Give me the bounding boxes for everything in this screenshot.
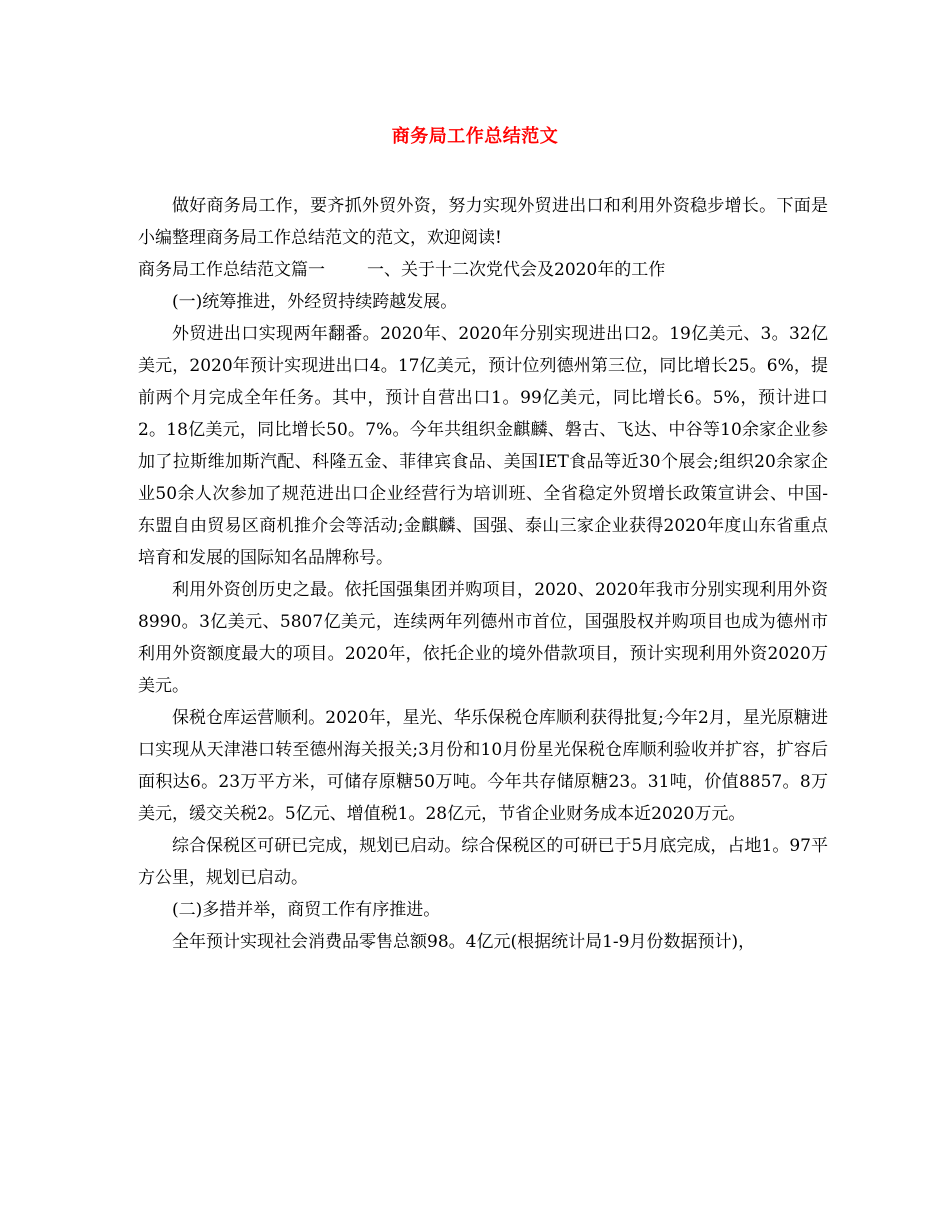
bonded-warehouse-paragraph: 保税仓库运营顺利。2020年，星光、华乐保税仓库顺利获得批复;今年2月，星光原糖进口实现从天津港口转至德州海关报关;3月份和10月份星光保税仓库顺利验收并扩容，扩容后面积达6。23万平方米，可储存原糖50万吨。今年共存储原糖23。31吨，价值8857。8万美元，缓交关税2。5亿元、增值税1。28亿元，节省企业财务成本近2020万元。 — [138, 708, 828, 824]
section-label: 商务局工作总结范文篇一 — [138, 260, 325, 280]
subheading-1: (一)统筹推进，外经贸持续跨越发展。 — [172, 292, 458, 312]
section-heading: 一、关于十二次党代会及2020年的工作 — [367, 260, 666, 280]
document-body — [138, 190, 828, 958]
section-line — [138, 254, 828, 286]
foreign-investment-paragraph: 利用外资创历史之最。依托国强集团并购项目，2020、2020年我市分别实现利用外资8990。3亿美元、5807亿美元，连续两年列德州市首位，国强股权并购项目也成为德州市利用外资额度最大的项目。2020年，依托企业的境外借款项目，预计实现利用外资2020万美元。 — [138, 580, 828, 696]
subheading-2: (二)多措并举，商贸工作有序推进。 — [172, 900, 441, 920]
intro-paragraph: 做好商务局工作，要齐抓外贸外资，努力实现外贸进出口和利用外资稳步增长。下面是小编整理商务局工作总结范文的范文，欢迎阅读! — [138, 196, 828, 248]
trade-paragraph: 外贸进出口实现两年翻番。2020年、2020年分别实现进出口2。19亿美元、3。32亿美元，2020年预计实现进出口4。17亿美元，预计位列德州第三位，同比增长25。6%，提前两个月完成全年任务。其中，预计自营出口1。99亿美元，同比增长6。5%，预计进口2。18亿美元，同比增长50。7%。今年共组织金麒麟、磐古、飞达、中谷等10余家企业参加了拉斯维加斯汽配、科隆五金、菲律宾食品、美国IET食品等近30个展会;组织20余家企业50余人次参加了规范进出口企业经营行为培训班、全省稳定外贸增长政策宣讲会、中国-东盟自由贸易区商机推介会等活动;金麒麟、国强、泰山三家企业获得2020年度山东省重点培育和发展的国际知名品牌称号。 — [138, 324, 828, 568]
bonded-zone-paragraph: 综合保税区可研已完成，规划已启动。综合保税区的可研已于5月底完成，占地1。97平方公里，规划已启动。 — [138, 836, 828, 888]
document-title: 商务局工作总结范文 — [391, 126, 559, 147]
retail-paragraph: 全年预计实现社会消费品零售总额98。4亿元(根据统计局1-9月份数据预计)， — [172, 932, 756, 952]
